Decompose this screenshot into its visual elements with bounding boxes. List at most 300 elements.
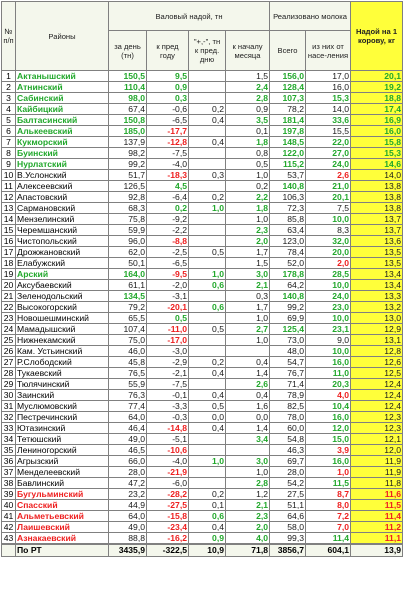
table-row: [2, 434, 403, 445]
yield-value: 11,1: [351, 533, 403, 545]
vs-month-start-value: 0,0: [226, 412, 270, 423]
from-pop-value: 7,0: [306, 522, 351, 533]
vs-prev-year-value: -3,0: [147, 346, 189, 357]
from-pop-value: 15,5: [306, 126, 351, 137]
row-number: 4: [2, 104, 16, 115]
yield-value: 12,4: [351, 401, 403, 412]
per-day-value: 76,5: [109, 368, 147, 379]
row-number: 34: [2, 434, 16, 445]
vs-prev-year-value: -0,6: [147, 104, 189, 115]
vs-prev-day-value: 0,2: [189, 489, 226, 500]
sold-total-value: 148,5: [270, 137, 306, 148]
vs-prev-day-value: 1,0: [189, 203, 226, 214]
row-number: 23: [2, 313, 16, 324]
vs-month-start-value: 2,6: [226, 379, 270, 390]
vs-prev-year-value: -2,0: [147, 280, 189, 291]
vs-month-start-value: 1,5: [226, 71, 270, 82]
district-name: Черемшанский: [16, 225, 109, 236]
yield-value: 13,3: [351, 291, 403, 302]
header-per-day: за день (тн): [109, 31, 147, 71]
table-row: [2, 456, 403, 467]
from-pop-value: 23,1: [306, 324, 351, 335]
sold-total-value: 78,0: [270, 412, 306, 423]
vs-prev-year-value: -9,2: [147, 214, 189, 225]
vs-prev-year-value: -2,1: [147, 368, 189, 379]
table-row: [2, 302, 403, 313]
row-number: 15: [2, 225, 16, 236]
from-pop-value: 10,0: [306, 214, 351, 225]
yield-value: 13,8: [351, 181, 403, 192]
yield-value: 12,9: [351, 324, 403, 335]
sold-total-value: 54,2: [270, 478, 306, 489]
vs-prev-day-value: 0,2: [189, 357, 226, 368]
row-number: 33: [2, 423, 16, 434]
district-name: Алексеевский: [16, 181, 109, 192]
vs-prev-year-value: -6,4: [147, 192, 189, 203]
from-pop-value: 8,0: [306, 500, 351, 511]
row-number: 27: [2, 357, 16, 368]
yield-value: 11,8: [351, 478, 403, 489]
sold-total-value: 60,0: [270, 423, 306, 434]
sold-total-value: 197,8: [270, 126, 306, 137]
from-pop-value: 11,0: [306, 368, 351, 379]
table-row: [2, 522, 403, 533]
row-number: 28: [2, 368, 16, 379]
total-sold: 3856,7: [270, 544, 306, 556]
per-day-value: 46,0: [109, 346, 147, 357]
sold-total-value: 46,3: [270, 445, 306, 456]
sold-total-value: 28,0: [270, 467, 306, 478]
vs-prev-year-value: -6,0: [147, 478, 189, 489]
total-yield: 13,9: [351, 544, 403, 556]
row-number: 17: [2, 247, 16, 258]
vs-prev-day-value: 0,4: [189, 522, 226, 533]
table-row: [2, 258, 403, 269]
district-name: В.Услонский: [16, 170, 109, 181]
district-name: Нижнекамский: [16, 335, 109, 346]
row-number: 9: [2, 159, 16, 170]
district-name: Менделеевский: [16, 467, 109, 478]
vs-prev-year-value: -20,1: [147, 302, 189, 313]
district-name: Аксубаевский: [16, 280, 109, 291]
sold-total-value: 181,4: [270, 115, 306, 126]
district-name: Новошешминский: [16, 313, 109, 324]
vs-prev-day-value: 0,5: [189, 247, 226, 258]
per-day-value: 110,4: [109, 82, 147, 93]
row-number: 39: [2, 489, 16, 500]
vs-month-start-value: 3,0: [226, 456, 270, 467]
vs-month-start-value: 1,5: [226, 258, 270, 269]
from-pop-value: 20,3: [306, 379, 351, 390]
sold-total-value: 107,3: [270, 93, 306, 104]
per-day-value: 64,0: [109, 511, 147, 522]
per-day-value: 164,0: [109, 269, 147, 280]
table-row: [2, 335, 403, 346]
vs-prev-day-value: [189, 291, 226, 302]
vs-prev-day-value: 1,0: [189, 269, 226, 280]
sold-total-value: 64,6: [270, 511, 306, 522]
district-name: Кайбицкий: [16, 104, 109, 115]
district-name: Мензелинский: [16, 214, 109, 225]
sold-total-value: 78,4: [270, 247, 306, 258]
yield-value: 11,9: [351, 456, 403, 467]
total-from-pop: 604,1: [306, 544, 351, 556]
yield-value: 11,2: [351, 522, 403, 533]
yield-value: 12,8: [351, 346, 403, 357]
row-number: 5: [2, 115, 16, 126]
vs-prev-year-value: -27,5: [147, 500, 189, 511]
from-pop-value: 10,4: [306, 401, 351, 412]
from-pop-value: 28,5: [306, 269, 351, 280]
vs-prev-year-value: -28,2: [147, 489, 189, 500]
vs-month-start-value: 0,9: [226, 104, 270, 115]
yield-value: 13,7: [351, 214, 403, 225]
vs-prev-day-value: 0,2: [189, 192, 226, 203]
vs-prev-year-value: -23,4: [147, 522, 189, 533]
vs-prev-day-value: 0,4: [189, 423, 226, 434]
header-gross: Валовый надой, тн: [109, 2, 270, 31]
vs-month-start-value: 3,0: [226, 269, 270, 280]
sold-total-value: 64,2: [270, 280, 306, 291]
sold-total-value: 78,9: [270, 390, 306, 401]
row-number: 12: [2, 192, 16, 203]
district-name: Мамадышский: [16, 324, 109, 335]
from-pop-value: 2,0: [306, 258, 351, 269]
vs-prev-year-value: -6,5: [147, 115, 189, 126]
total-per-day: 3435,9: [109, 544, 147, 556]
vs-month-start-value: 2,8: [226, 93, 270, 104]
yield-value: 14,6: [351, 159, 403, 170]
yield-value: 11,5: [351, 500, 403, 511]
sold-total-value: 178,8: [270, 269, 306, 280]
yield-value: 13,4: [351, 280, 403, 291]
sold-total-value: 52,0: [270, 258, 306, 269]
yield-value: 13,1: [351, 335, 403, 346]
table-row: [2, 346, 403, 357]
vs-prev-day-value: [189, 478, 226, 489]
row-number: 7: [2, 137, 16, 148]
vs-prev-day-value: [189, 93, 226, 104]
vs-prev-day-value: [189, 258, 226, 269]
per-day-value: 185,0: [109, 126, 147, 137]
sold-total-value: 53,7: [270, 170, 306, 181]
row-number: 29: [2, 379, 16, 390]
from-pop-value: 2,6: [306, 170, 351, 181]
vs-prev-year-value: -5,1: [147, 434, 189, 445]
table-row: [2, 137, 403, 148]
from-pop-value: 10,0: [306, 280, 351, 291]
vs-prev-day-value: [189, 181, 226, 192]
vs-month-start-value: 0,2: [226, 181, 270, 192]
vs-month-start-value: [226, 445, 270, 456]
from-pop-value: 12,0: [306, 423, 351, 434]
from-pop-value: 23,0: [306, 302, 351, 313]
yield-value: 13,2: [351, 302, 403, 313]
from-pop-value: 16,0: [306, 456, 351, 467]
per-day-value: 47,2: [109, 478, 147, 489]
table-row: [2, 445, 403, 456]
vs-prev-year-value: 0,2: [147, 203, 189, 214]
sold-total-value: 125,4: [270, 324, 306, 335]
table-row: [2, 324, 403, 335]
header-vs-month-start: к началу месяца: [226, 31, 270, 71]
vs-prev-day-value: [189, 126, 226, 137]
vs-prev-day-value: 0,1: [189, 500, 226, 511]
vs-prev-year-value: -12,8: [147, 137, 189, 148]
yield-value: 12,3: [351, 423, 403, 434]
vs-month-start-value: 1,7: [226, 302, 270, 313]
row-number: 2: [2, 82, 16, 93]
vs-month-start-value: 4,0: [226, 533, 270, 545]
sold-total-value: 156,0: [270, 71, 306, 82]
table-row: [2, 511, 403, 522]
total-vs-month-start: 71,8: [226, 544, 270, 556]
from-pop-value: 7,2: [306, 511, 351, 522]
vs-prev-day-value: 0,6: [189, 511, 226, 522]
row-number: 3: [2, 93, 16, 104]
sold-total-value: 106,3: [270, 192, 306, 203]
vs-month-start-value: 2,1: [226, 500, 270, 511]
per-day-value: 92,8: [109, 192, 147, 203]
total-vs-prev-day: 10,9: [189, 544, 226, 556]
from-pop-value: 20,0: [306, 247, 351, 258]
table-row: [2, 478, 403, 489]
district-name: Нурлатский: [16, 159, 109, 170]
table-row: [2, 82, 403, 93]
yield-value: 13,5: [351, 247, 403, 258]
sold-total-value: 63,4: [270, 225, 306, 236]
from-pop-value: 10,0: [306, 313, 351, 324]
vs-month-start-value: 0,3: [226, 291, 270, 302]
vs-prev-year-value: -7,5: [147, 148, 189, 159]
table-row: [2, 115, 403, 126]
row-number: 26: [2, 346, 16, 357]
per-day-value: 28,0: [109, 467, 147, 478]
row-number: 18: [2, 258, 16, 269]
table-row: [2, 412, 403, 423]
yield-value: 18,8: [351, 93, 403, 104]
from-pop-value: 16,0: [306, 357, 351, 368]
sold-total-value: 58,0: [270, 522, 306, 533]
per-day-value: 59,9: [109, 225, 147, 236]
vs-month-start-value: 0,1: [226, 126, 270, 137]
vs-prev-day-value: [189, 82, 226, 93]
vs-prev-year-value: -2,2: [147, 225, 189, 236]
per-day-value: 49,0: [109, 434, 147, 445]
vs-prev-year-value: 0,5: [147, 313, 189, 324]
from-pop-value: 7,5: [306, 203, 351, 214]
row-number: 38: [2, 478, 16, 489]
yield-value: 13,0: [351, 313, 403, 324]
row-number: 14: [2, 214, 16, 225]
district-name: Лаишевский: [16, 522, 109, 533]
sold-total-value: 69,7: [270, 456, 306, 467]
vs-month-start-value: 1,7: [226, 247, 270, 258]
table-row: [2, 236, 403, 247]
table-row: [2, 247, 403, 258]
row-number: 16: [2, 236, 16, 247]
header-total: Всего: [270, 31, 306, 71]
yield-value: 13,6: [351, 236, 403, 247]
per-day-value: 150,8: [109, 115, 147, 126]
row-number: 19: [2, 269, 16, 280]
from-pop-value: 9,0: [306, 335, 351, 346]
vs-prev-day-value: [189, 214, 226, 225]
row-number: 31: [2, 401, 16, 412]
yield-value: 13,8: [351, 203, 403, 214]
milk-yield-table: [1, 1, 403, 557]
district-name: Альметьевский: [16, 511, 109, 522]
vs-prev-year-value: 0,9: [147, 82, 189, 93]
per-day-value: 98,2: [109, 148, 147, 159]
yield-value: 15,3: [351, 148, 403, 159]
vs-prev-day-value: 0,4: [189, 368, 226, 379]
vs-prev-day-value: 0,4: [189, 137, 226, 148]
district-name: Чистопольский: [16, 236, 109, 247]
vs-prev-day-value: [189, 379, 226, 390]
per-day-value: 65,5: [109, 313, 147, 324]
row-number: 6: [2, 126, 16, 137]
vs-prev-day-value: [189, 159, 226, 170]
sold-total-value: 128,4: [270, 82, 306, 93]
district-name: Муслюмовский: [16, 401, 109, 412]
vs-prev-year-value: -3,3: [147, 401, 189, 412]
vs-month-start-value: 0,4: [226, 357, 270, 368]
table-row: [2, 291, 403, 302]
table-row: [2, 379, 403, 390]
district-name: Тукаевский: [16, 368, 109, 379]
yield-value: 11,9: [351, 467, 403, 478]
vs-prev-day-value: [189, 467, 226, 478]
vs-prev-year-value: -6,5: [147, 258, 189, 269]
table-row: [2, 368, 403, 379]
per-day-value: 134,5: [109, 291, 147, 302]
from-pop-value: 16,0: [306, 82, 351, 93]
district-name: Апастовский: [16, 192, 109, 203]
vs-month-start-value: 1,0: [226, 214, 270, 225]
header-district: Районы: [16, 2, 109, 71]
table-row: [2, 192, 403, 203]
sold-total-value: 54,7: [270, 357, 306, 368]
from-pop-value: 4,0: [306, 390, 351, 401]
sold-total-value: 69,9: [270, 313, 306, 324]
table-row: [2, 126, 403, 137]
vs-prev-day-value: 0,0: [189, 412, 226, 423]
district-name: Заинский: [16, 390, 109, 401]
vs-prev-day-value: 0,9: [189, 533, 226, 545]
vs-prev-day-value: [189, 434, 226, 445]
table-row: [2, 214, 403, 225]
sold-total-value: 48,0: [270, 346, 306, 357]
table-row: [2, 269, 403, 280]
district-name: Тетюшский: [16, 434, 109, 445]
vs-prev-year-value: -8,8: [147, 236, 189, 247]
district-name: Арский: [16, 269, 109, 280]
table-row: [2, 170, 403, 181]
vs-prev-year-value: -10,6: [147, 445, 189, 456]
sold-total-value: 73,0: [270, 335, 306, 346]
vs-prev-day-value: [189, 445, 226, 456]
vs-prev-year-value: -4,0: [147, 159, 189, 170]
from-pop-value: 17,0: [306, 71, 351, 82]
yield-value: 13,7: [351, 225, 403, 236]
vs-prev-day-value: 0,5: [189, 324, 226, 335]
from-pop-value: 15,0: [306, 434, 351, 445]
vs-month-start-value: 1,4: [226, 423, 270, 434]
vs-month-start-value: 3,4: [226, 434, 270, 445]
vs-month-start-value: 2,3: [226, 225, 270, 236]
row-number: 8: [2, 148, 16, 159]
table-row: [2, 390, 403, 401]
from-pop-value: 22,0: [306, 137, 351, 148]
from-pop-value: 16,0: [306, 412, 351, 423]
vs-prev-year-value: -7,5: [147, 379, 189, 390]
district-name: Елабужский: [16, 258, 109, 269]
vs-month-start-value: 2,4: [226, 82, 270, 93]
per-day-value: 107,4: [109, 324, 147, 335]
sold-total-value: 140,8: [270, 181, 306, 192]
yield-value: 12,0: [351, 445, 403, 456]
sold-total-value: 123,0: [270, 236, 306, 247]
per-day-value: 150,5: [109, 71, 147, 82]
vs-prev-year-value: -4,0: [147, 456, 189, 467]
per-day-value: 46,5: [109, 445, 147, 456]
from-pop-value: 32,0: [306, 236, 351, 247]
vs-month-start-value: 1,2: [226, 489, 270, 500]
yield-value: 12,4: [351, 390, 403, 401]
vs-prev-day-value: [189, 335, 226, 346]
from-pop-value: 8,3: [306, 225, 351, 236]
vs-prev-year-value: -17,7: [147, 126, 189, 137]
from-pop-value: 20,1: [306, 192, 351, 203]
row-number: 43: [2, 533, 16, 545]
vs-month-start-value: 3,5: [226, 115, 270, 126]
yield-value: 12,5: [351, 368, 403, 379]
table-row: [2, 159, 403, 170]
district-name: Атнинский: [16, 82, 109, 93]
yield-value: 12,4: [351, 379, 403, 390]
per-day-value: 98,0: [109, 93, 147, 104]
vs-prev-year-value: -0,1: [147, 390, 189, 401]
from-pop-value: 33,6: [306, 115, 351, 126]
table-row: [2, 467, 403, 478]
table-row: [2, 93, 403, 104]
per-day-value: 50,1: [109, 258, 147, 269]
per-day-value: 76,3: [109, 390, 147, 401]
per-day-value: 67,4: [109, 104, 147, 115]
table-row: [2, 280, 403, 291]
per-day-value: 126,5: [109, 181, 147, 192]
row-number: 22: [2, 302, 16, 313]
table-row: [2, 313, 403, 324]
row-number: 21: [2, 291, 16, 302]
per-day-value: 49,0: [109, 522, 147, 533]
yield-value: 12,1: [351, 434, 403, 445]
per-day-value: 137,9: [109, 137, 147, 148]
vs-prev-day-value: 0,5: [189, 401, 226, 412]
vs-prev-day-value: [189, 148, 226, 159]
total-vs-prev-year: -322,5: [147, 544, 189, 556]
yield-value: 11,4: [351, 511, 403, 522]
sold-total-value: 72,3: [270, 203, 306, 214]
row-number: 37: [2, 467, 16, 478]
vs-month-start-value: 1,0: [226, 467, 270, 478]
total-blank: [2, 544, 16, 556]
header-vs-prev-day: "+,-", тн к пред. дню: [189, 31, 226, 71]
vs-prev-day-value: 1,0: [189, 456, 226, 467]
row-number: 20: [2, 280, 16, 291]
vs-month-start-value: 2,2: [226, 192, 270, 203]
